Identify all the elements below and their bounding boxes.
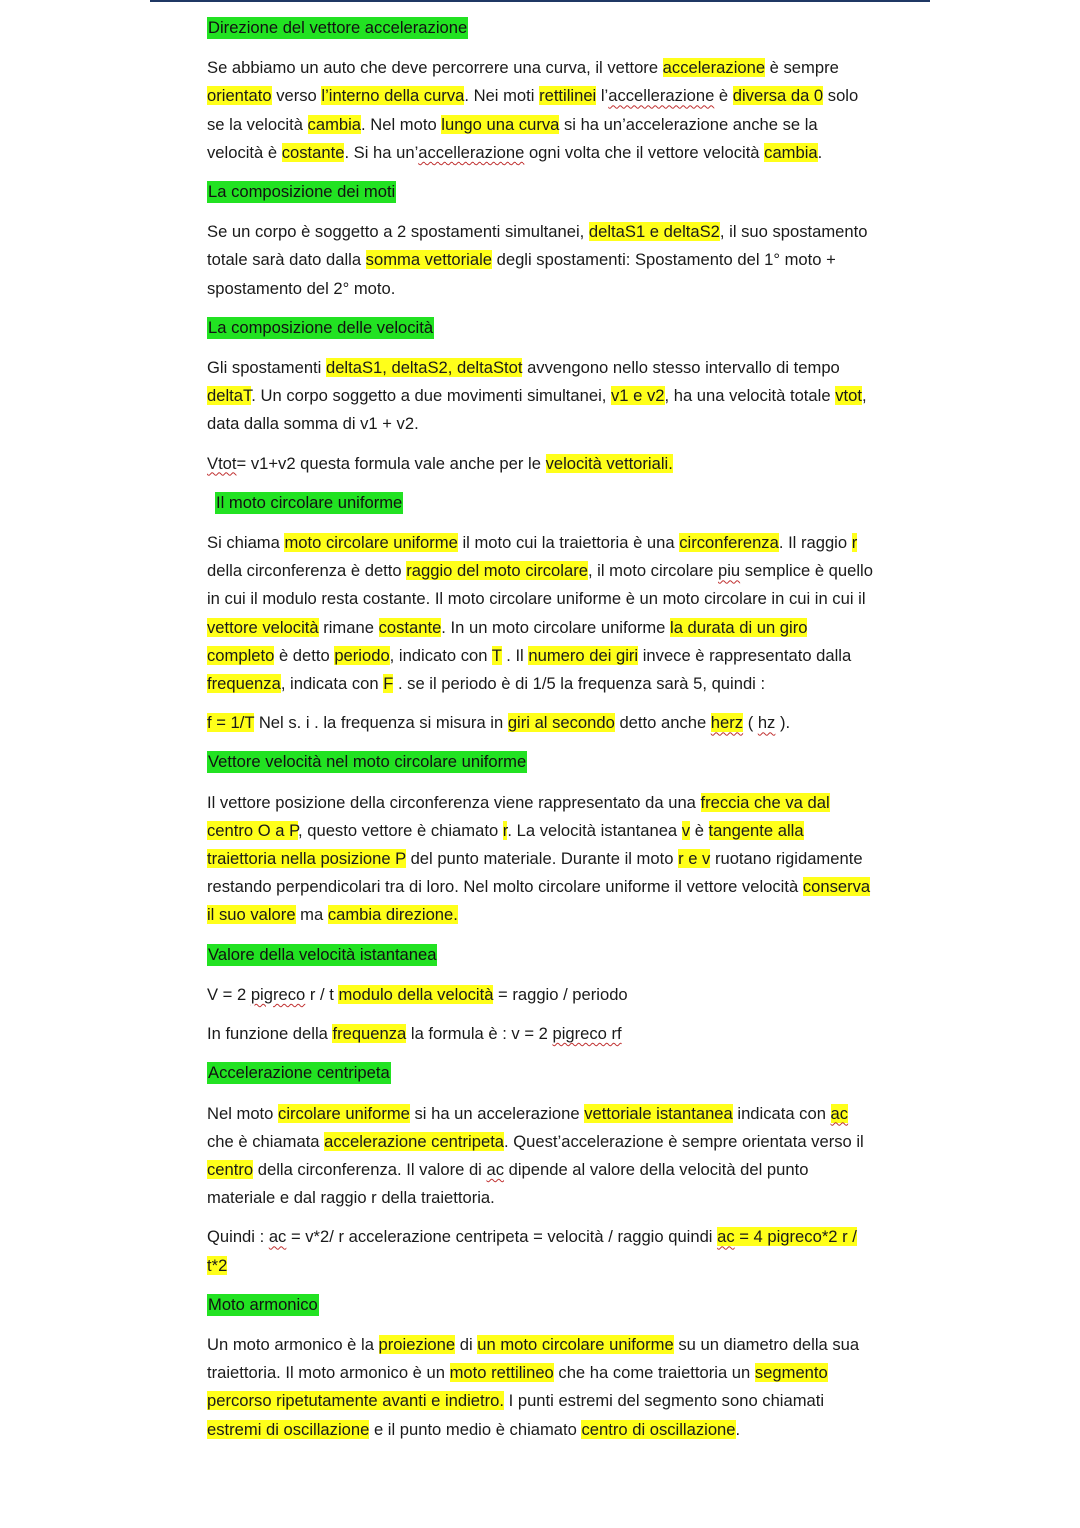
text-run: r / t (305, 984, 339, 1004)
highlighted-text: segmento percorso ripetutamente avanti e indietro. (207, 1363, 828, 1411)
text-run: . Nel moto (361, 114, 442, 134)
text-run: I punti estremi del segmento sono chiamati (504, 1391, 825, 1411)
paragraph (207, 354, 877, 439)
section-heading-row (207, 941, 877, 969)
highlighted-text: lungo una curva (441, 114, 560, 134)
highlighted-text: accelerazione (662, 58, 766, 78)
highlighted-text: f = 1/T (207, 713, 255, 733)
text-run: . (817, 142, 823, 162)
section-heading-row (207, 1291, 877, 1319)
text-run: , il moto circolare (587, 561, 718, 581)
text-run: è detto (274, 645, 335, 665)
highlighted-text: costante (378, 617, 442, 637)
highlighted-text: circolare uniforme (278, 1103, 410, 1123)
text-run: pigreco rf (552, 1024, 622, 1044)
text-run: accellerazione (608, 86, 715, 106)
text-run: = raggio / periodo (493, 984, 628, 1004)
paragraph (207, 1223, 877, 1279)
section-heading-row (207, 489, 877, 517)
text-run: pigreco (250, 984, 306, 1004)
text-run: invece è rappresentato dalla (638, 645, 852, 665)
highlighted-text: conserva il suo valore (207, 877, 871, 925)
highlighted-text: vettoriale istantanea (584, 1103, 733, 1123)
section-heading: Moto armonico (208, 1294, 318, 1314)
highlighted-text: tangente alla traiettoria nella posizione P (207, 820, 804, 869)
text-run: In funzione della (207, 1024, 333, 1044)
text-run: ac (268, 1227, 287, 1247)
paragraph (207, 450, 877, 478)
paragraph (207, 1100, 877, 1213)
highlighted-text: modulo della velocità (338, 984, 494, 1004)
highlighted-text: raggio del moto circolare (406, 561, 588, 581)
text-run: verso (271, 86, 322, 106)
text-run: , questo vettore è chiamato (298, 820, 503, 840)
text-run: . In un moto circolare uniforme (441, 617, 671, 637)
text-run: è (690, 820, 709, 840)
text-run: che ha come traiettoria un (553, 1363, 755, 1383)
section-heading-row (207, 1059, 877, 1087)
highlighted-text: frequenza (332, 1024, 407, 1044)
text-run: e il punto medio è chiamato (369, 1419, 582, 1439)
highlighted-text: accelerazione centripeta (324, 1131, 505, 1151)
text-run: la formula è : v = 2 (406, 1024, 553, 1044)
text-run: Gli spostamenti (207, 358, 326, 378)
text-run: detto anche (614, 713, 711, 733)
text-run: . se il periodo è di 1/5 la frequenza sarà 5, quindi : (393, 674, 766, 694)
highlighted-text: vtot (835, 386, 862, 406)
highlighted-text: cambia (307, 114, 362, 134)
text-run: dipende al valore della velocità del punto materiale e dal raggio r della traiettoria. (207, 1159, 809, 1208)
highlighted-text: deltaT (207, 386, 252, 406)
text-run: . Nei moti (464, 86, 540, 106)
text-run: . Quest’accelerazione è sempre orientata verso il (504, 1131, 864, 1151)
paragraph (207, 54, 877, 167)
highlighted-text: vettore velocità (207, 617, 319, 637)
text-run: V = 2 (207, 984, 251, 1004)
text-run: = v1+v2 questa formula vale anche per le (236, 453, 546, 473)
text-run: Un moto armonico è la (207, 1334, 379, 1354)
highlighted-text: r (851, 533, 858, 553)
text-run: rimane (318, 617, 379, 637)
section-heading: Direzione del vettore accelerazione (208, 18, 468, 37)
paragraph (207, 709, 877, 737)
section-heading-row (207, 178, 877, 206)
top-rule (150, 0, 930, 2)
highlighted-text: v1 e v2 (611, 386, 665, 406)
text-run: Vtot (207, 453, 237, 473)
text-run: Se un corpo è soggetto a 2 spostamenti simultanei, (207, 222, 589, 242)
highlighted-text: T (491, 645, 502, 665)
highlighted-text: costante (281, 142, 345, 162)
highlighted-text: F (383, 674, 394, 694)
highlighted-text: cambia direzione. (327, 905, 458, 925)
text-run: , indicato con (389, 645, 492, 665)
highlighted-text: numero dei giri (528, 645, 639, 665)
text-run: indicata con (732, 1103, 831, 1123)
text-run: è sempre (765, 58, 839, 78)
text-run: Si chiama (207, 533, 285, 553)
highlighted-text: v (681, 820, 691, 840)
section-heading: La composizione dei moti (208, 182, 396, 202)
section-heading: Valore della velocità istantanea (208, 944, 437, 964)
text-run: solo se la velocità (207, 86, 859, 134)
text-run: , il suo spostamento totale sarà dato dalla (207, 222, 868, 270)
section-heading-row (207, 748, 877, 776)
section-heading-row (207, 14, 877, 42)
text-run: ( (743, 713, 758, 733)
text-run: Nel s. i . la frequenza si misura in (254, 713, 508, 733)
highlighted-text: deltaS1, deltaS2, deltaStot (325, 358, 523, 378)
text-run: ogni volta che il vettore velocità (524, 142, 765, 162)
highlighted-text: l’interno della curva (321, 86, 465, 106)
text-run: ac (486, 1159, 505, 1179)
paragraph (207, 529, 877, 698)
text-run: ma (295, 905, 328, 925)
paragraph (207, 1020, 877, 1048)
text-run: l’ (596, 86, 609, 106)
paragraph (207, 789, 877, 930)
text-run: accellerazione (418, 142, 525, 162)
highlighted-text: ac (717, 1227, 735, 1247)
text-run: , ha una velocità totale (664, 386, 836, 406)
text-run: è (714, 86, 733, 106)
highlighted-text: moto circolare uniforme (284, 533, 458, 553)
text-run: = v*2/ r accelerazione centripeta = velocità / raggio quindi (286, 1227, 718, 1247)
section-heading-row (207, 314, 877, 342)
text-run: . Il raggio (778, 533, 852, 553)
highlighted-text: proiezione (378, 1334, 456, 1354)
highlighted-text: deltaS1 e deltaS2 (588, 222, 720, 242)
text-run: degli spostamenti: Spostamento del 1° moto + spostamento del 2° moto. (207, 250, 836, 298)
text-run: , indicata con (280, 674, 384, 694)
document-body (207, 14, 877, 1455)
text-run: della circonferenza è detto (207, 561, 407, 581)
highlighted-text: somma vettoriale (365, 250, 493, 270)
highlighted-text: cambia (764, 142, 818, 162)
text-run: su un diametro della sua traiettoria. Il moto armonico è un (207, 1334, 860, 1383)
paragraph (207, 1331, 877, 1444)
section-heading: Accelerazione centripeta (208, 1063, 390, 1083)
highlighted-text: un moto circolare uniforme (477, 1334, 674, 1354)
text-run: . (735, 1419, 741, 1439)
paragraph (207, 218, 877, 303)
text-run: Nel moto (207, 1103, 279, 1123)
text-run: di (455, 1334, 478, 1354)
text-run: , data dalla somma di v1 + v2. (207, 386, 867, 434)
highlighted-text: giri al secondo (507, 713, 615, 733)
text-run: si ha un’accelerazione anche se la velocità è (207, 114, 818, 162)
highlighted-text: estremi di oscillazione (207, 1419, 370, 1439)
highlighted-text: centro di oscillazione (581, 1419, 736, 1439)
highlighted-text: freccia che va dal centro O a P (207, 792, 830, 840)
text-run: . Un corpo soggetto a due movimenti simultanei, (251, 386, 611, 406)
highlighted-text: centro (207, 1159, 254, 1179)
text-run: . Si ha un’ (344, 142, 419, 162)
highlighted-text: circonferenza (679, 533, 779, 553)
highlighted-text: r (502, 820, 508, 840)
text-run: . La velocità istantanea (507, 820, 682, 840)
text-run: della circonferenza. Il valore di (253, 1159, 487, 1179)
text-run: del punto materiale. Durante il moto (405, 849, 679, 869)
highlighted-text: moto rettilineo (449, 1363, 554, 1383)
paragraph (207, 981, 877, 1009)
highlighted-text: diversa da 0 (732, 86, 824, 106)
highlighted-text: = 4 pigreco*2 r / t*2 (207, 1227, 857, 1275)
highlighted-text: herz (710, 713, 744, 733)
text-run: hz (757, 713, 776, 733)
text-run: il moto cui la traiettoria è una (457, 533, 680, 553)
text-run: ). (775, 713, 791, 733)
highlighted-text: frequenza (207, 674, 281, 694)
text-run: semplice è quello in cui il modulo resta costante. Il moto circolare uniforme è un moto circolare in cui in cui il (207, 561, 873, 609)
highlighted-text: la durata di un giro completo (207, 617, 808, 665)
text-run: . Il (501, 645, 529, 665)
section-heading: La composizione delle velocità (208, 317, 434, 337)
text-run: ruotano rigidamente restando perpendicolari tra di loro. Nel molto circolare uniforme il vettore velocità (207, 849, 863, 897)
text-run: che è chiamata (207, 1131, 325, 1151)
text-run: si ha un accelerazione (409, 1103, 585, 1123)
text-run: Il vettore posizione della circonferenza viene rappresentato da una (207, 792, 701, 812)
highlighted-text: ac (830, 1103, 849, 1123)
highlighted-text: velocità vettoriali. (545, 453, 673, 473)
section-heading: Vettore velocità nel moto circolare uniforme (208, 752, 527, 772)
highlighted-text: rettilinei (539, 86, 597, 106)
highlighted-text: periodo (334, 645, 390, 665)
text-run: avvengono nello stesso intervallo di tempo (522, 358, 840, 378)
text-run: Quindi : (207, 1227, 269, 1247)
section-heading: Il moto circolare uniforme (216, 492, 403, 512)
highlighted-text: r e v (678, 849, 711, 869)
text-run: Se abbiamo un auto che deve percorrere una curva, il vettore (207, 58, 663, 78)
highlighted-text: orientato (207, 86, 272, 106)
text-run: piu (717, 561, 741, 581)
